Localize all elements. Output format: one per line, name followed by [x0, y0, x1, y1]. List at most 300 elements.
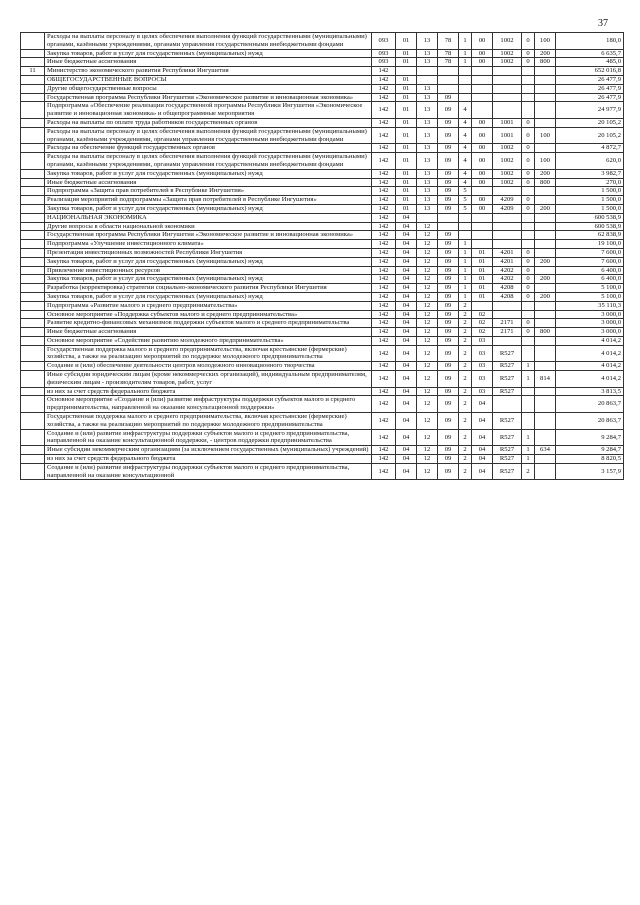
row-name: Расходы на выплаты персоналу в целях обеспечения выполнения функций государственными (муниципальными) органами, казёнными учреждениями, органами управления государственными внебюджетными фондами [45, 127, 372, 144]
code-subprogram: 4 [459, 102, 472, 119]
amount: 600 538,9 [556, 222, 624, 231]
row-name: Государственная программа Республики Ингушетия «Экономическое развитие и инновационная экономика» [45, 93, 372, 102]
code-direction [493, 301, 522, 310]
code-event: 03 [472, 362, 493, 371]
code-ministry: 142 [372, 362, 396, 371]
code-event: 00 [472, 58, 493, 67]
code-subprogram: 5 [459, 187, 472, 196]
table-row [21, 446, 624, 455]
code-expense-type [535, 222, 556, 231]
table-row [21, 310, 624, 319]
code-section: 04 [396, 240, 417, 249]
code-direction-suffix [522, 67, 535, 76]
code-expense-type [535, 240, 556, 249]
code-direction: 1002 [493, 33, 522, 50]
code-direction: 1001 [493, 127, 522, 144]
table-row [21, 292, 624, 301]
code-subprogram: 2 [459, 328, 472, 337]
table-row [21, 396, 624, 413]
code-subsection: 13 [417, 204, 438, 213]
code-section: 01 [396, 144, 417, 153]
code-ministry: 142 [372, 319, 396, 328]
row-number [21, 178, 45, 187]
code-direction: 4208 [493, 292, 522, 301]
code-subsection: 12 [417, 248, 438, 257]
code-direction: R527 [493, 463, 522, 480]
code-expense-type [535, 396, 556, 413]
code-ministry: 142 [372, 118, 396, 127]
amount: 3 000,0 [556, 319, 624, 328]
code-subsection: 12 [417, 319, 438, 328]
table-row [21, 187, 624, 196]
row-number [21, 196, 45, 205]
code-direction-suffix: 0 [522, 266, 535, 275]
code-event: 00 [472, 144, 493, 153]
row-name: Государственная программа Республики Ингушетия «Экономическое развитие и инновационная экономика» [45, 231, 372, 240]
amount: 1 500,0 [556, 196, 624, 205]
row-number [21, 102, 45, 119]
code-expense-type [535, 75, 556, 84]
row-number [21, 371, 45, 388]
code-section: 04 [396, 413, 417, 430]
code-event: 00 [472, 196, 493, 205]
code-expense-type: 200 [535, 257, 556, 266]
code-program: 09 [438, 310, 459, 319]
code-event: 04 [472, 455, 493, 464]
code-subprogram: 4 [459, 153, 472, 170]
code-section: 01 [396, 187, 417, 196]
code-subprogram: 4 [459, 144, 472, 153]
code-ministry: 142 [372, 75, 396, 84]
code-subsection: 13 [417, 196, 438, 205]
code-event [472, 240, 493, 249]
code-section: 04 [396, 284, 417, 293]
code-program: 09 [438, 187, 459, 196]
code-section: 04 [396, 257, 417, 266]
code-direction: 1002 [493, 144, 522, 153]
code-ministry: 142 [372, 463, 396, 480]
row-number: 11 [21, 67, 45, 76]
table-row [21, 93, 624, 102]
code-section: 04 [396, 231, 417, 240]
row-number [21, 93, 45, 102]
code-ministry: 142 [372, 387, 396, 396]
code-direction [493, 213, 522, 222]
table-row [21, 257, 624, 266]
code-direction: 1002 [493, 58, 522, 67]
code-direction: R527 [493, 371, 522, 388]
code-event [472, 213, 493, 222]
amount: 7 600,0 [556, 248, 624, 257]
code-section: 04 [396, 266, 417, 275]
code-subprogram: 4 [459, 118, 472, 127]
code-subprogram: 1 [459, 257, 472, 266]
code-subsection: 12 [417, 328, 438, 337]
table-row [21, 169, 624, 178]
code-event: 00 [472, 118, 493, 127]
code-ministry: 142 [372, 275, 396, 284]
code-subprogram [459, 67, 472, 76]
code-direction-suffix [522, 345, 535, 362]
code-direction: 1002 [493, 178, 522, 187]
code-direction-suffix [522, 222, 535, 231]
code-event: 04 [472, 396, 493, 413]
code-expense-type [535, 336, 556, 345]
code-ministry: 142 [372, 396, 396, 413]
table-row [21, 455, 624, 464]
row-number [21, 187, 45, 196]
row-number [21, 257, 45, 266]
amount: 4 014,2 [556, 345, 624, 362]
amount: 4 014,2 [556, 362, 624, 371]
code-ministry: 142 [372, 213, 396, 222]
code-ministry: 142 [372, 240, 396, 249]
code-direction: 4208 [493, 284, 522, 293]
code-expense-type: 634 [535, 446, 556, 455]
row-name: Основное мероприятие «Содействие развитию молодежного предпринимательства» [45, 336, 372, 345]
code-direction: 4202 [493, 266, 522, 275]
amount: 3 000,0 [556, 328, 624, 337]
code-direction: 2171 [493, 328, 522, 337]
code-direction-suffix: 0 [522, 196, 535, 205]
code-event: 00 [472, 127, 493, 144]
code-event: 03 [472, 387, 493, 396]
code-direction-suffix [522, 396, 535, 413]
code-subprogram: 2 [459, 319, 472, 328]
code-subsection: 12 [417, 284, 438, 293]
row-name: Иные субсидии юридическим лицам (кроме некоммерческих организаций), индивидуальным предпринимателям, физическим лицам - производителям товаров, работ, услуг [45, 371, 372, 388]
amount: 270,0 [556, 178, 624, 187]
code-ministry: 142 [372, 204, 396, 213]
code-section: 01 [396, 84, 417, 93]
code-subprogram: 1 [459, 292, 472, 301]
table-row [21, 429, 624, 446]
code-subsection: 13 [417, 102, 438, 119]
row-name: Другие вопросы в области национальной экономики [45, 222, 372, 231]
code-program: 09 [438, 301, 459, 310]
code-program: 09 [438, 248, 459, 257]
code-subsection: 12 [417, 231, 438, 240]
code-event [472, 187, 493, 196]
code-program: 09 [438, 240, 459, 249]
row-name: Государственная поддержка малого и среднего предпринимательства, включая крестьянские (фермерские) хозяйства, а также на реализацию мероприятий по поддержке молодежного предпринимательства [45, 413, 372, 430]
row-name: Подпрограмма «Защита прав потребителей в Республике Ингушетия» [45, 187, 372, 196]
code-direction [493, 222, 522, 231]
row-number [21, 387, 45, 396]
code-ministry: 142 [372, 102, 396, 119]
amount: 4 014,2 [556, 336, 624, 345]
code-direction-suffix: 0 [522, 257, 535, 266]
code-program: 09 [438, 328, 459, 337]
code-event: 01 [472, 266, 493, 275]
code-expense-type [535, 144, 556, 153]
code-expense-type [535, 102, 556, 119]
code-program: 09 [438, 118, 459, 127]
row-number [21, 222, 45, 231]
amount: 485,0 [556, 58, 624, 67]
code-direction-suffix: 2 [522, 463, 535, 480]
row-name: Иные бюджетные ассигнования [45, 58, 372, 67]
code-subsection: 13 [417, 49, 438, 58]
code-section: 01 [396, 153, 417, 170]
row-number [21, 169, 45, 178]
code-subsection: 12 [417, 257, 438, 266]
code-expense-type [535, 319, 556, 328]
code-subprogram: 2 [459, 455, 472, 464]
code-ministry: 142 [372, 222, 396, 231]
code-section: 01 [396, 178, 417, 187]
row-name: Создание и (или) развитие инфраструктуры поддержки субъектов малого и среднего предпринимательства, направленной на оказание консультационной [45, 463, 372, 480]
row-name: НАЦИОНАЛЬНАЯ ЭКОНОМИКА [45, 213, 372, 222]
code-direction-suffix [522, 240, 535, 249]
code-direction-suffix [522, 75, 535, 84]
row-name: Реализация мероприятий подпрограммы «Защита прав потребителей в Республике Ингушетия» [45, 196, 372, 205]
code-program: 09 [438, 292, 459, 301]
row-name: Другие общегосударственные вопросы [45, 84, 372, 93]
code-expense-type: 800 [535, 328, 556, 337]
row-name: из них за счет средств федерального бюджета [45, 387, 372, 396]
code-direction: 4202 [493, 275, 522, 284]
code-subprogram: 2 [459, 463, 472, 480]
table-row [21, 67, 624, 76]
code-program: 09 [438, 266, 459, 275]
code-expense-type [535, 345, 556, 362]
code-direction-suffix: 0 [522, 178, 535, 187]
code-ministry: 142 [372, 178, 396, 187]
row-number [21, 336, 45, 345]
code-section: 04 [396, 328, 417, 337]
amount: 26 477,9 [556, 93, 624, 102]
code-section: 04 [396, 319, 417, 328]
code-event [472, 67, 493, 76]
code-subsection: 13 [417, 58, 438, 67]
row-name: Разработка (корректировка) стратегии социально-экономического развития Республики Ингушетия [45, 284, 372, 293]
code-direction-suffix: 0 [522, 153, 535, 170]
amount: 19 100,0 [556, 240, 624, 249]
amount: 24 977,9 [556, 102, 624, 119]
row-number [21, 240, 45, 249]
code-ministry: 142 [372, 301, 396, 310]
code-direction: R527 [493, 446, 522, 455]
code-program [438, 84, 459, 93]
row-number [21, 362, 45, 371]
code-section: 04 [396, 455, 417, 464]
code-expense-type: 200 [535, 204, 556, 213]
code-ministry: 142 [372, 153, 396, 170]
code-ministry: 142 [372, 127, 396, 144]
code-direction: R527 [493, 345, 522, 362]
code-ministry: 093 [372, 58, 396, 67]
code-section: 04 [396, 336, 417, 345]
code-expense-type [535, 118, 556, 127]
code-subprogram: 2 [459, 413, 472, 430]
code-direction-suffix [522, 301, 535, 310]
table-row [21, 387, 624, 396]
row-name: Создание и (или) развитие инфраструктуры поддержки субъектов малого и среднего предпринимательства, направленной на оказание консультационной поддержки, - центров поддержки предпринимательства [45, 429, 372, 446]
row-name: Основное мероприятие «Поддержка субъектов малого и среднего предпринимательства» [45, 310, 372, 319]
row-number [21, 84, 45, 93]
row-name: Министерство экономического развития Республики Ингушетия [45, 67, 372, 76]
row-number [21, 328, 45, 337]
code-subprogram: 4 [459, 127, 472, 144]
code-direction [493, 84, 522, 93]
code-expense-type [535, 429, 556, 446]
row-name: Закупка товаров, работ и услуг для государственных (муниципальных) нужд [45, 169, 372, 178]
code-section: 01 [396, 118, 417, 127]
table-row [21, 345, 624, 362]
code-expense-type [535, 266, 556, 275]
code-expense-type [535, 413, 556, 430]
code-event: 01 [472, 248, 493, 257]
code-subsection: 12 [417, 336, 438, 345]
code-ministry: 142 [372, 187, 396, 196]
code-expense-type [535, 231, 556, 240]
code-direction: 1002 [493, 49, 522, 58]
code-direction-suffix [522, 387, 535, 396]
code-subprogram: 1 [459, 49, 472, 58]
table-row [21, 328, 624, 337]
code-subprogram: 2 [459, 336, 472, 345]
code-program: 09 [438, 396, 459, 413]
table-row [21, 362, 624, 371]
code-expense-type [535, 67, 556, 76]
amount: 5 100,0 [556, 284, 624, 293]
code-program: 78 [438, 58, 459, 67]
code-event: 01 [472, 257, 493, 266]
code-direction [493, 231, 522, 240]
code-direction: 4201 [493, 248, 522, 257]
code-subsection: 12 [417, 396, 438, 413]
code-program: 09 [438, 345, 459, 362]
code-program: 09 [438, 93, 459, 102]
code-ministry: 142 [372, 67, 396, 76]
code-subprogram: 2 [459, 387, 472, 396]
amount: 35 110,3 [556, 301, 624, 310]
code-program [438, 67, 459, 76]
code-ministry: 142 [372, 328, 396, 337]
row-number [21, 310, 45, 319]
code-event: 04 [472, 446, 493, 455]
code-direction-suffix: 0 [522, 118, 535, 127]
table-row [21, 371, 624, 388]
code-section: 01 [396, 127, 417, 144]
code-direction [493, 93, 522, 102]
table-row [21, 240, 624, 249]
table-row [21, 153, 624, 170]
code-direction: 2171 [493, 319, 522, 328]
code-section: 04 [396, 310, 417, 319]
code-direction-suffix [522, 310, 535, 319]
table-row [21, 58, 624, 67]
code-expense-type [535, 84, 556, 93]
code-section: 04 [396, 371, 417, 388]
code-direction: 4201 [493, 257, 522, 266]
amount: 4 872,7 [556, 144, 624, 153]
code-ministry: 142 [372, 455, 396, 464]
amount: 652 016,8 [556, 67, 624, 76]
row-name: Иные бюджетные ассигнования [45, 328, 372, 337]
code-event: 01 [472, 275, 493, 284]
row-name: Подпрограмма «Улучшение инвестиционного климата» [45, 240, 372, 249]
code-expense-type [535, 301, 556, 310]
code-direction-suffix: 0 [522, 127, 535, 144]
code-event [472, 231, 493, 240]
code-section: 01 [396, 75, 417, 84]
code-subsection: 12 [417, 371, 438, 388]
code-expense-type: 200 [535, 169, 556, 178]
code-subsection: 12 [417, 362, 438, 371]
code-subsection: 13 [417, 178, 438, 187]
row-number [21, 118, 45, 127]
code-subsection: 13 [417, 33, 438, 50]
row-name: Закупка товаров, работ и услуг для государственных (муниципальных) нужд [45, 257, 372, 266]
code-event: 00 [472, 49, 493, 58]
code-ministry: 093 [372, 49, 396, 58]
amount: 620,0 [556, 153, 624, 170]
row-number [21, 292, 45, 301]
code-direction: 1002 [493, 169, 522, 178]
code-direction-suffix: 0 [522, 292, 535, 301]
code-direction [493, 240, 522, 249]
code-subprogram: 2 [459, 362, 472, 371]
amount: 5 100,0 [556, 292, 624, 301]
code-direction-suffix: 0 [522, 49, 535, 58]
code-event: 01 [472, 292, 493, 301]
row-number [21, 266, 45, 275]
code-event: 01 [472, 284, 493, 293]
row-number [21, 75, 45, 84]
table-row [21, 118, 624, 127]
amount: 180,0 [556, 33, 624, 50]
table-row [21, 301, 624, 310]
code-subsection: 13 [417, 144, 438, 153]
row-name: Привлечение инвестиционных ресурсов [45, 266, 372, 275]
code-program: 09 [438, 387, 459, 396]
code-direction-suffix: 0 [522, 144, 535, 153]
amount: 3 000,0 [556, 310, 624, 319]
code-expense-type: 100 [535, 33, 556, 50]
table-row [21, 284, 624, 293]
code-program: 09 [438, 336, 459, 345]
amount: 600 538,9 [556, 213, 624, 222]
code-program: 09 [438, 319, 459, 328]
code-ministry: 142 [372, 310, 396, 319]
amount: 1 500,0 [556, 204, 624, 213]
code-event: 00 [472, 204, 493, 213]
amount: 7 600,0 [556, 257, 624, 266]
row-name: Закупка товаров, работ и услуг для государственных (муниципальных) нужд [45, 275, 372, 284]
code-direction: R527 [493, 455, 522, 464]
amount: 4 014,2 [556, 371, 624, 388]
row-number [21, 446, 45, 455]
code-subsection [417, 75, 438, 84]
table-row [21, 248, 624, 257]
row-name: Расходы на выплаты персоналу в целях обеспечения выполнения функций государственными (муниципальными) органами, казёнными учреждениями, органами управления государственными внебюджетными фондами [45, 33, 372, 50]
code-event: 03 [472, 371, 493, 388]
code-direction-suffix: 0 [522, 58, 535, 67]
code-direction-suffix [522, 84, 535, 93]
code-direction-suffix [522, 102, 535, 119]
code-direction-suffix: 0 [522, 33, 535, 50]
row-number [21, 345, 45, 362]
code-expense-type [535, 310, 556, 319]
code-subsection: 12 [417, 345, 438, 362]
table-row [21, 275, 624, 284]
row-number [21, 58, 45, 67]
code-direction-suffix [522, 413, 535, 430]
code-event [472, 102, 493, 119]
code-section: 04 [396, 275, 417, 284]
